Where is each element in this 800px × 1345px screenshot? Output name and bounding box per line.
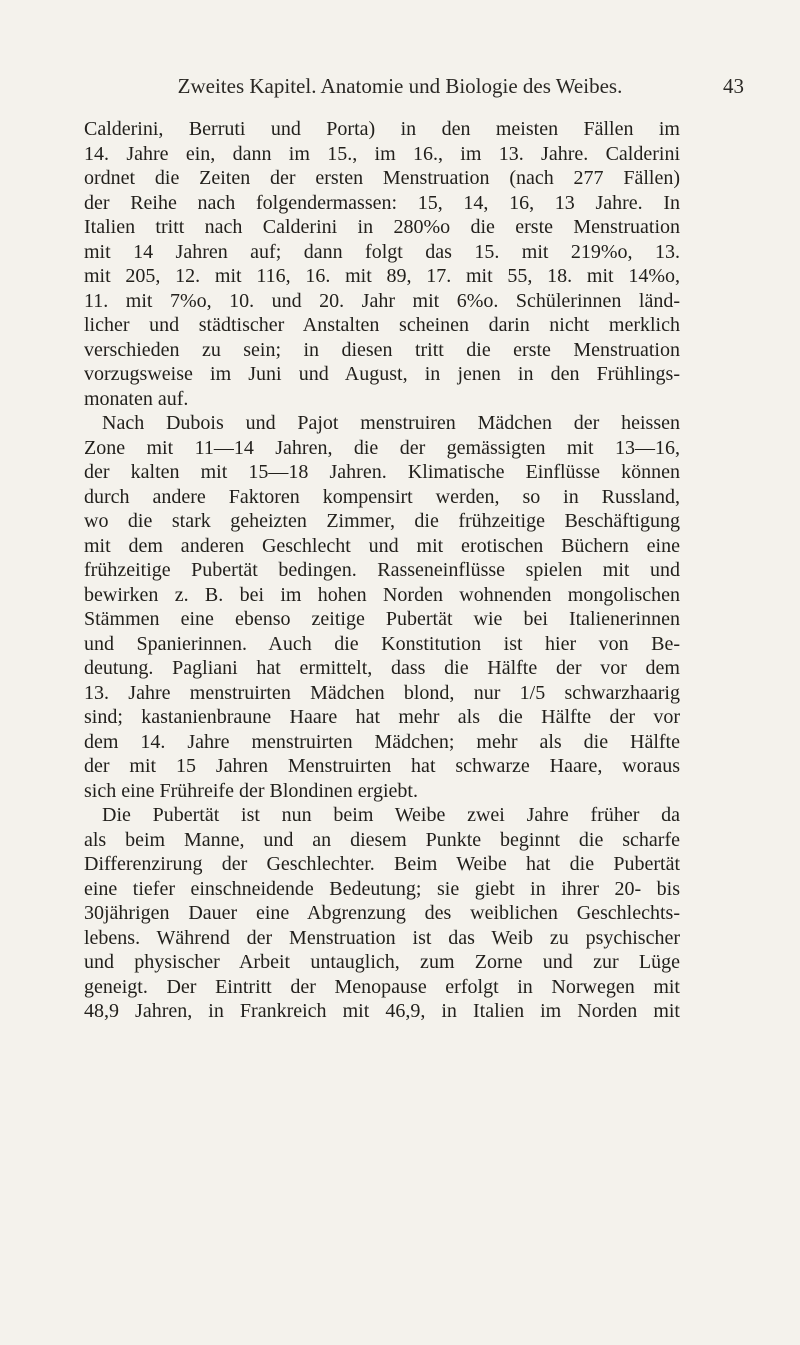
text-line: 13. Jahre menstruirten Mädchen blond, nur 1/5 schwarzhaarig bbox=[84, 681, 680, 704]
text-line: vorzugsweise im Juni und August, in jenen in den Frühlings- bbox=[84, 363, 680, 385]
text-line: 14. Jahre ein, dann im 15., im 16., im 13. Jahre. Calderini bbox=[84, 142, 680, 165]
text-line: licher und städtischer Anstalten scheinen darin nicht merklich bbox=[84, 314, 680, 336]
chapter-title: Zweites Kapitel. Anatomie und Biologie des Weibes. bbox=[177, 74, 623, 98]
text-line: Nach Dubois und Pajot menstruiren Mädchen der heissen bbox=[102, 412, 680, 434]
text-line: 48,9 Jahren, in Frankreich mit 46,9, in Italien im Norden mit bbox=[84, 1000, 680, 1022]
text-line: mit 205, 12. mit 116, 16. mit 89, 17. mit 55, 18. mit 14%o, bbox=[84, 265, 680, 287]
text-line: mit 14 Jahren auf; dann folgt das 15. mit 219%o, 13. bbox=[84, 240, 680, 263]
text-line: ordnet die Zeiten der ersten Menstruation (nach 277 Fällen) bbox=[84, 167, 680, 189]
text-line: und Spanierinnen. Auch die Konstitution ist hier von Be- bbox=[84, 632, 680, 655]
text-line: verschieden zu sein; in diesen tritt die erste Menstruation bbox=[84, 338, 680, 361]
text-line: Stämmen eine ebenso zeitige Pubertät wie bei Italienerinnen bbox=[84, 608, 680, 630]
text-line: frühzeitige Pubertät bedingen. Rasseneinflüsse spielen mit und bbox=[84, 559, 680, 581]
text-line: der mit 15 Jahren Menstruirten hat schwarze Haare, woraus bbox=[84, 755, 680, 777]
text-line: bewirken z. B. bei im hohen Norden wohnenden mongolischen bbox=[84, 583, 680, 606]
text-line: sich eine Frühreife der Blondinen ergiebt. bbox=[84, 779, 418, 802]
text-line: mit dem anderen Geschlecht und mit erotischen Büchern eine bbox=[84, 534, 680, 557]
text-line: deutung. Pagliani hat ermittelt, dass die Hälfte der vor dem bbox=[84, 657, 680, 679]
text-line: 30jährigen Dauer eine Abgrenzung des weiblichen Geschlechts- bbox=[84, 902, 680, 924]
body-text bbox=[84, 117, 680, 1024]
text-line: geneigt. Der Eintritt der Menopause erfolgt in Norwegen mit bbox=[84, 975, 680, 998]
text-line: der kalten mit 15—18 Jahren. Klimatische Einflüsse können bbox=[84, 461, 680, 483]
text-line: Zone mit 11—14 Jahren, die der gemässigten mit 13—16, bbox=[84, 436, 680, 459]
text-line: Calderini, Berruti und Porta) in den meisten Fällen im bbox=[84, 118, 680, 140]
text-line: durch andere Faktoren kompensirt werden, so in Russland, bbox=[84, 485, 680, 508]
page-number: 43 bbox=[723, 74, 744, 98]
text-line: wo die stark geheizten Zimmer, die frühzeitige Beschäftigung bbox=[84, 510, 680, 532]
text-line: als beim Manne, und an diesem Punkte beginnt die scharfe bbox=[84, 828, 680, 851]
text-line: Die Pubertät ist nun beim Weibe zwei Jahre früher da bbox=[102, 804, 680, 826]
text-line: Differenzirung der Geschlechter. Beim Weibe hat die Pubertät bbox=[84, 853, 680, 875]
text-line: der Reihe nach folgendermassen: 15, 14, 16, 13 Jahre. In bbox=[84, 191, 680, 214]
text-line: Italien tritt nach Calderini in 280%o die erste Menstruation bbox=[84, 216, 680, 238]
text-line: eine tiefer einschneidende Bedeutung; sie giebt in ihrer 20- bis bbox=[84, 877, 680, 900]
text-line: dem 14. Jahre menstruirten Mädchen; mehr als die Hälfte bbox=[84, 730, 680, 753]
text-line: und physischer Arbeit untauglich, zum Zorne und zur Lüge bbox=[84, 951, 680, 973]
text-line: lebens. Während der Menstruation ist das Weib zu psychischer bbox=[84, 926, 680, 949]
text-line: 11. mit 7%o, 10. und 20. Jahr mit 6%o. Schülerinnen länd- bbox=[84, 289, 680, 312]
running-header bbox=[0, 74, 800, 104]
text-line: sind; kastanienbraune Haare hat mehr als die Hälfte der vor bbox=[84, 706, 680, 728]
text-line: monaten auf. bbox=[84, 387, 189, 410]
